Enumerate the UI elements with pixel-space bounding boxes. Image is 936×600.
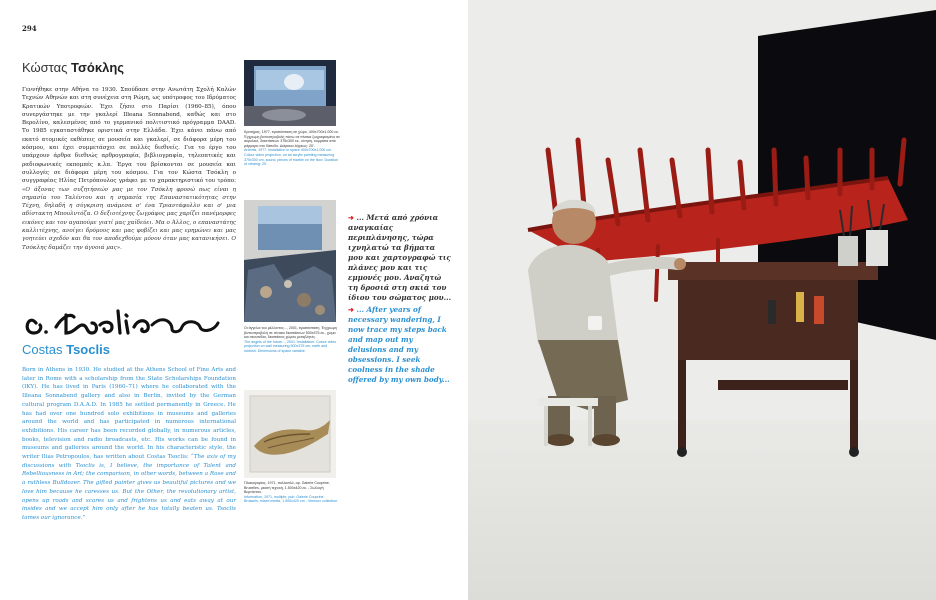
pull-quote-english-text: ... After years of necessary wandering, I now trace my steps back and map out my delusions and my obsessions. I seek coolness in the shade offered by my own body...: [348, 305, 450, 384]
artist-first-name-latin: Costas: [22, 342, 63, 357]
artist-last-name-greek: Τσόκλης: [71, 60, 125, 75]
pull-quote-english: [348, 305, 452, 385]
artist-first-name-greek: Κώστας: [22, 60, 68, 75]
artwork-thumbnail-information: [244, 390, 336, 478]
english-bio-quote: “The axis of my discussions with Tsoclis is, I believe, the importance of Talent and Rebelliousness in Art; the comparison, in other words, between a Rose and a ruthless Bulldozer. The gifted painter gives us beautiful pictures and we love him because he caresses us. But the Other, the revolutionary artist, opens up roads and scares us and frightens us and eats away at our insides and we accept him only after he has totally beaten us. Tsoclis tames our ignorance.”: [22, 454, 236, 521]
right-page-photo: [468, 0, 936, 600]
brush-pot: [866, 230, 888, 266]
artwork-thumbnail-angels: [244, 200, 336, 322]
pull-quote-greek-text: ... Μετά από χρόνια αναγκαίας περιπλάνησης, τώρα ιχνηλατώ τα βήματα μου και χαρτογραφώ τις πλάνες μου και τις εμμονές μου. Αναζητώ τη δροσιά στη σκιά του ίδιου του σώματος μου...: [348, 213, 452, 302]
greek-biography: [22, 86, 236, 252]
caption-angels-english: The angels of the future..., 2001. Installation. Colour video projection on wall measuring 500x375 cm, earth and rubbish. Dimensions of space variable.: [244, 339, 337, 353]
artist-name-greek: [22, 60, 124, 75]
greek-bio-quote: «Ο άξονας των συζητήσεών μας με τον Τσόκλη φρονώ πως είναι η σημασία του Ταλέντου και η σημασία της Επαναστατικότητας στην Τέχνη, δηλαδή η σύγκριση ανάμεσα σ' ένα Τριαντάφυλλο και σ' μια αδίστακτη Μπουλντόζα. Ο δεξιοτέχνης ζωγράφος μας χαρίζει πανέμορφες εικόνες και τον αγαπούμε γιατί μας χαϊδεύει. Μα ο Άλλος, ο επαναστάτης καλλιτέχνης, ανοίγει δρόμους και μας φοβίζει και μας ερημώνει και μας γοητεύει σχεδόν και θα τον αποδεχθούμε μόνον όταν μας κατανικήσει. Ο Τσόκλης δαμάζει την άγνοιά μας».: [22, 186, 236, 251]
artist-signature: [22, 303, 232, 339]
caption-artemis: [244, 130, 340, 167]
artist-studio-photo: [468, 0, 936, 600]
caption-information-greek: Πλακοψαρίας, 1971, πολλαπλό, αρ. Galerie Couprine, Bruxelles, μεικτή τεχνική, 1.500x420 εκ. - Συλλογή Βερνάντου.: [244, 481, 330, 495]
brush-pot: [838, 236, 858, 266]
caption-angels: [244, 326, 340, 354]
pull-quote-greek: [348, 213, 452, 303]
artwork-thumbnail-artemis: [244, 60, 336, 126]
artist-last-name-latin: Tsoclis: [66, 342, 110, 357]
page-number: 294: [22, 24, 37, 33]
caption-artemis-greek: Κρατήρας, 1977, εγκατάσταση σε χώρο, 400x700x1.000 εκ. Έγχρωμη βιντεοπροβολή πάνω σε πίνακα ζωγραφισμένο σε ακρυλικό, διαστάσεων 375x300 εκ., κίνηση, κομμάτια από μάρμαρο στο δάπεδο. Διάρκεια λήψεως: 20'.: [244, 130, 340, 148]
arrow-icon: ➜: [348, 213, 355, 222]
english-biography: [22, 366, 236, 523]
artist-name-latin: [22, 342, 110, 357]
caption-information-english: Information, 1971, multiple, pub. Galerie Couprine, Brussels, mixed media, 1.500x420 cm - Vernoux collection.: [244, 494, 339, 504]
english-bio-text: Born in Athens in 1930. He studied at the Athens School of Fine Arts and later in Rome with a scholarship from the State Scholarships Foundation (IKY). He has lived in Paris (1960–71) where he collaborated with the Illeana Sonnabend gallery and also in Berlin, invited by the German cultural program D.A.A.D. In 1985 he settled permanently in Greece. He has had over one hundred solo exhibitions in museums and galleries around the world and has participated in numerous international exhibitions. His career has been recorded globally, in numerous articles, books, television and radio broadcasts, etc. His works can be found in museums and galleries around the world. In his characteristic style, the writer Ilias Petropoulos, has written about Costas Tsoclis:: [22, 367, 236, 461]
caption-artemis-english: Artemis, 1977. Installation in space 400x700x1.000 cm. Colour video projection, on an acrylic painting measuring 375x300 cm, sound, pieces of marble on the floor. Duration of viewing: 20'.: [244, 148, 339, 167]
greek-bio-text: Γεννήθηκε στην Αθήνα το 1930. Σπούδασε στην Ανωτάτη Σχολή Καλών Τεχνών Αθηνών και στη συνέχεια στη Ρώμη, ως υπότροφος του Ιδρύματος Κρατικών Υποτροφιών. Έχει ζήσει στο Παρίσι (1960–85), όπου συνεργάστηκε με την γκαλερί Illeana Sonnabend, καθώς και στο Βερολίνο, καλεσμένος από το γερμανικό πολιτιστικό πρόγραμμα DAAD. Το 1985 εγκαταστάθηκε οριστικά στην Ελλάδα. Έχει κάνει πάνω από εκατό ατομικές εκθέσεις σε μουσεία και γκαλερί, σε διάφορα μέρη του κόσμου, και έχει συμμετάσχει σε πολλές διεθνείς. Για το έργο του υπάρχουν άρθρα διεθνώς αρθρογραφία, βιβλιογραφία, τηλεοπτικές και ραδιοφωνικές εκπομπές κ.λπ. Έργα του βρίσκονται σε μουσεία και συλλογές σε διάφορα μέρη του κόσμου. Για τον Κώστα Τσόκλη ο συγγραφέας Ηλίας Πετρόπουλος γράφει με το χαρακτηριστικό του τρόπο:: [22, 87, 236, 185]
caption-information: [244, 481, 340, 504]
caption-angels-greek: Οι άγγελοι του μέλλοντος..., 2001, εγκατάσταση. Έγχρωμη βιντεοπροβολή σε πίνακα διαστάσεων 500x375 εκ., χώμα και σκουπίδια, διαστάσεις χώρου μεταβλητές.: [244, 326, 337, 340]
arrow-icon: ➜: [348, 305, 355, 314]
